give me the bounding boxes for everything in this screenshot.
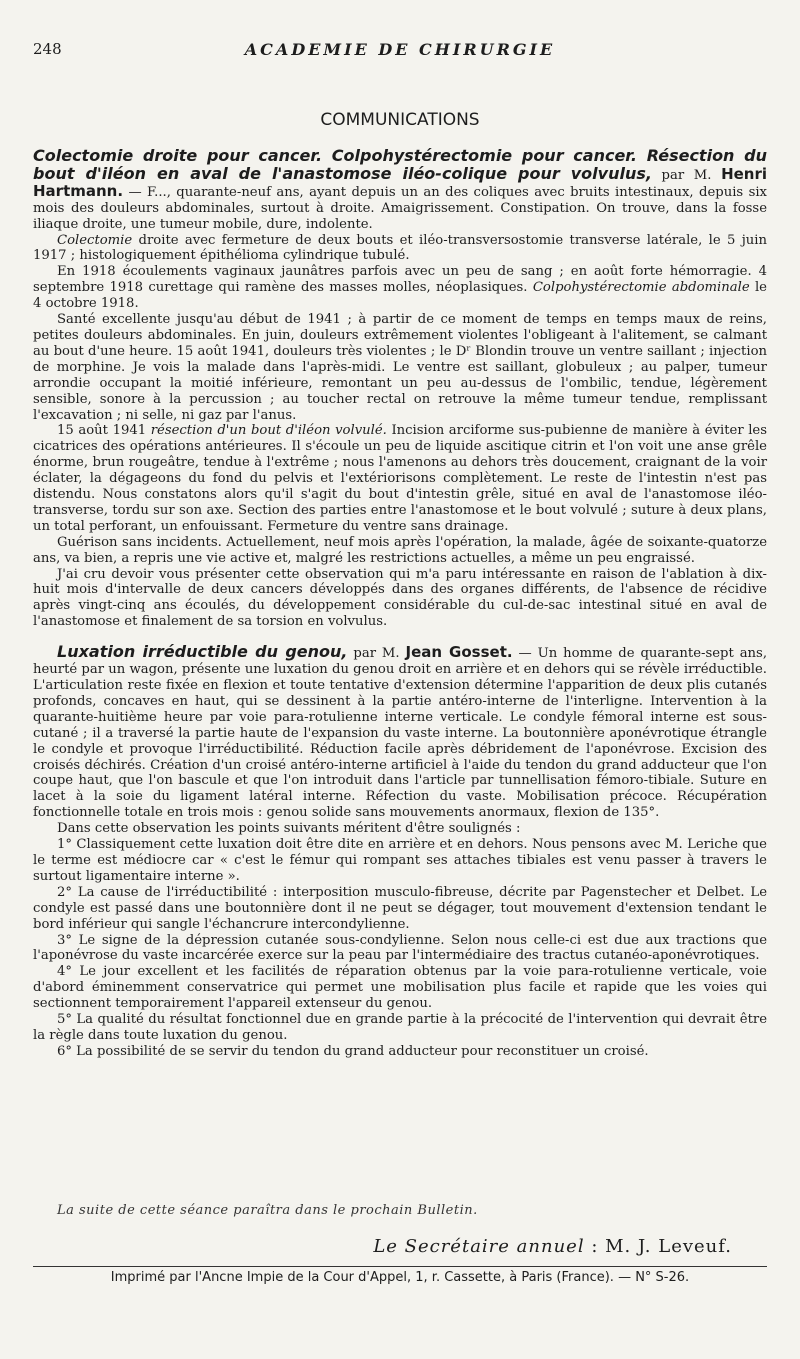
- signature: [373, 1236, 732, 1257]
- article-1-paragraph: Guérison sans incidents. Actuellement, neuf mois après l'opération, la malade, âgée de soixante-quatorze ans, va bien, a repris une vie active et, malgré les restrictions actuelles, a même un peu engraissé.: [33, 534, 767, 566]
- page-header: [33, 40, 767, 70]
- article-1-text: En 1918 écoulements vaginaux jaunâtres parfois avec un peu de sang ; en août forte hémorragie. 4 septembre 1918 curettage qui ramène des masses molles, néoplasiques.: [33, 264, 767, 296]
- section-title: COMMUNICATIONS: [320, 110, 480, 130]
- article-1-em: Colpohystérectomie abdominale: [532, 280, 750, 296]
- article-2-author: Jean Gosset.: [405, 643, 513, 662]
- article-1-intro: — F..., quarante-neuf ans, ayant depuis un an des coliques avec bruits intestinaux, depuis six mois des douleurs abdominales, surtout à droite. Amaigrissement. Constipation. On trouve, dans la fosse iliaque droite, une tumeur mobile, dure, indolente.: [33, 184, 767, 232]
- article-2-by: par M.: [347, 646, 406, 662]
- article-2-point: 4° Le jour excellent et les facilités de réparation obtenus par la voie para-rotulienne verticale, voie d'abord éminemment conservatrice qui permet une mobilisation plus facile et rapide que les voies qui sectionnent temporairement l'appareil extenseur du genou.: [33, 964, 767, 1012]
- article-1-heading: [33, 148, 767, 233]
- article-2-title: Luxation irréductible du genou,: [57, 642, 348, 662]
- article-2-point: 6° La possibilité de se servir du tendon du grand adducteur pour reconstituer un croisé.: [57, 1043, 649, 1059]
- signature-name: : M. J. Leveuf.: [584, 1236, 732, 1257]
- article-1-paragraph: J'ai cru devoir vous présenter cette observation qui m'a paru intéressante en raison de l'ablation à dix-huit mois d'intervalle de deux cancers développés dans des organes différents, de l'absence de récidive après vingt-cinq ans écoulés, du développement considérable du cul-de-sac intestinal situé en aval de l'anastomose et finalement de sa torsion en volvulus.: [33, 566, 767, 630]
- article-1-paragraph: Santé excellente jusqu'au début de 1941 ; à partir de ce moment de temps en temps maux de reins, petites douleurs abdominales. En juin, douleurs extrêmement violentes l'obligeant à l'alitement, se calmant au bout d'une heure. 15 août 1941, douleurs très violentes ; le Dʳ Blondin trouve un ventre saillant ; injection de morphine. Je vois la malade dans l'après-midi. Le ventre est saillant, globuleux ; au palper, tumeur arrondie occupant la moitié inférieure, remontant un peu au-dessus de l'ombilic, tendue, légèrement sensible, sonore à la percussion ; au toucher rectal on retrouve la même tumeur tendue, remplissant l'excavation ; ni selle, ni gaz par l'anus.: [33, 312, 767, 423]
- article-1-text: 15 août 1941: [57, 423, 151, 439]
- article-2-point: 1° Classiquement cette luxation doit être dite en arrière et en dehors. Nous pensons avec M. Leriche que le terme est médiocre car « c'est le fémur qui rompant ses attaches tibiales est venu passer à travers le surtout ligamentaire interne ».: [33, 837, 767, 884]
- printer-imprint: Imprimé par l'Ancne Impie de la Cour d'Appel, 1, r. Cassette, à Paris (France). — N° S-26.: [110, 1270, 690, 1285]
- signature-role: Le Secrétaire annuel: [373, 1236, 585, 1257]
- article-1-em: résection d'un bout d'iléon volvulé.: [150, 423, 387, 439]
- article-1-by: par M.: [651, 167, 722, 183]
- article-2-point: 3° Le signe de la dépression cutanée sous-condylienne. Selon nous celle-ci est due aux tractions que l'aponévrose du vaste incarcérée exerce sur la peau par l'intermédiaire des tractus cutanéo-aponévrotiques.: [33, 932, 767, 964]
- article-2-paragraph: Dans cette observation les points suivants méritent d'être soulignés :: [57, 821, 521, 837]
- article-1-paragraph: [33, 264, 767, 312]
- article-1-paragraph: [33, 233, 767, 265]
- article-2-intro: — Un homme de quarante-sept ans, heurté par un wagon, présente une luxation du genou droit en arrière et en dehors qui se révèle irréductible. L'articulation reste fixée en flexion et toute tentative d'extension détermine l'apparition de deux plis cutanés profonds, concaves en haut, qui se dessinent à la partie antéro-interne de l'interligne. Intervention à la quarante-huitième heure par voie para-rotulienne interne verticale. Le condyle fémoral interne est sous-cutané ; il a traversé la partie haute de l'expansion du vaste interne. La boutonnière aponévrotique étrangle le condyle et provoque l'irréductibilité. Réduction facile après débridement de l'aponévrose. Excision des croisés déchirés. Création d'un croisé antéro-interne artificiel à l'aide du tendon du grand adducteur que l'on coupe haut, que l'on bascule et que l'on introduit dans l'article par tunnellisation fémoro-tibiale. Suture en lacet à la soie du ligament latéral interne. Réfection du vaste. Mobilisation précoce. Récupération fonctionnelle totale en trois mois : genou solide sans mouvements anormaux, flexion de 135°.: [33, 646, 768, 821]
- article-1-author: Henri Hartmann.: [33, 164, 768, 200]
- footer-rule: [33, 1266, 767, 1267]
- article-body: [33, 148, 767, 1060]
- page-number: 248: [33, 40, 62, 58]
- article-1-text: droite avec fermeture de deux bouts et iléo-transversostomie transverse latérale, le 5 juin 1917 ; histologiquement épithélioma cylindrique tubulé.: [33, 232, 767, 264]
- article-2-heading: [33, 644, 767, 821]
- article-1-text: Incision arciforme sus-pubienne de manière à éviter les cicatrices des opérations antérieures. Il s'écoule un peu de liquide ascitique citrin et l'on voit une anse grêle énorme, brun rougeâtre, tendue à l'extrême ; nous l'amenons au dehors très doucement, craignant de la voir éclater, la dégageons du fond du pelvis et l'extériorisons complètement. Le reste de l'intestin n'est pas distendu. Nous constatons alors qu'il s'agit du bout d'intestin grêle, situé en aval de l'anastomose iléo-transverse, tordu sur son axe. Section des parties entre l'anastomose et le bout volvulé ; suture à deux plans, un total perforant, un enfouissant. Fermeture du ventre sans drainage.: [33, 423, 768, 534]
- running-title: ACADEMIE DE CHIRURGIE: [244, 40, 556, 59]
- article-1-text: le 4 octobre 1918.: [33, 280, 767, 312]
- article-1-title: Colectomie droite pour cancer. Colpohystérectomie pour cancer. Résection du bout d'iléon en aval de l'anastomose iléo-colique pour volvulus,: [33, 146, 767, 183]
- continuation-note: La suite de cette séance paraîtra dans le prochain Bulletin.: [57, 1203, 478, 1218]
- article-1-em: Colectomie: [57, 232, 133, 248]
- article-1-paragraph: [33, 423, 767, 534]
- article-2-point: 5° La qualité du résultat fonctionnel due en grande partie à la précocité de l'intervention qui devrait être la règle dans toute luxation du genou.: [33, 1012, 767, 1043]
- article-2-point: 2° La cause de l'irréductibilité : interposition musculo-fibreuse, décrite par Pagenstecher et Delbet. Le condyle est passé dans une boutonnière dont il ne peut se dégager, tout mouvement d'extension tendant le bord inférieur qui sangle l'échancrure intercondylienne.: [33, 884, 767, 932]
